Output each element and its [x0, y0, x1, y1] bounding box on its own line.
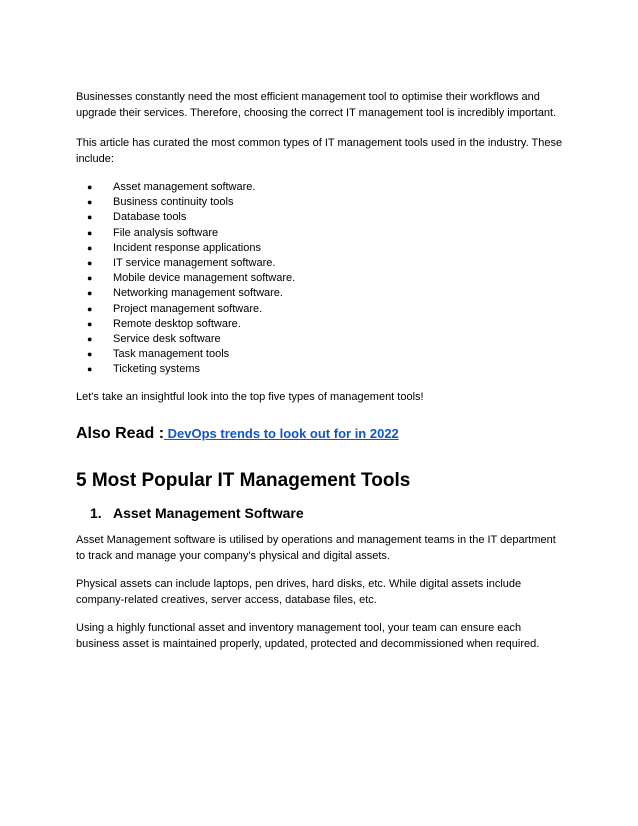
bullet-icon: ● — [87, 242, 93, 253]
bullet-icon: ● — [87, 182, 93, 192]
list-item: ● Service desk software — [76, 332, 566, 347]
document-page — [76, 90, 566, 652]
bullet-icon: ● — [87, 258, 93, 269]
using-tool-paragraph: Using a highly functional asset and inventory management tool, your team can ensure each business asset is maintained properly, updated, protected and decommissioned when required. — [76, 622, 540, 650]
tool-types-list — [76, 180, 566, 378]
list-item: ● Project management software. — [76, 302, 566, 317]
list-item: ● Remote desktop software. — [76, 317, 566, 332]
subheading-text: Asset Management Software — [113, 505, 304, 522]
bullet-icon: ● — [87, 318, 93, 329]
list-item: ● Incident response applications — [76, 241, 566, 256]
bullet-icon: ● — [87, 212, 93, 223]
bullet-icon: ● — [87, 227, 93, 238]
list-item: ● Business continuity tools — [76, 195, 566, 210]
list-item: ● Ticketing systems — [76, 362, 566, 377]
bullet-icon: ● — [87, 364, 93, 375]
list-item: ● Mobile device management software. — [76, 271, 566, 286]
list-item: ● Task management tools — [76, 347, 566, 362]
subheading-number: 1. — [90, 505, 102, 522]
list-item: ● Database tools — [76, 210, 566, 225]
subheading-asset-management — [76, 503, 566, 523]
section-heading: 5 Most Popular IT Management Tools — [76, 470, 411, 492]
bullet-icon: ● — [87, 197, 93, 208]
asset-paragraph: Asset Management software is utilised by operations and management teams in the IT department to track and manage your company's physical and digital assets. — [76, 534, 556, 562]
list-item: ● File analysis software — [76, 226, 566, 241]
bullet-icon: ● — [87, 303, 93, 314]
devops-trends-link[interactable]: DevOps trends to look out for in 2022 — [164, 426, 399, 442]
also-read — [76, 423, 566, 445]
physical-assets-paragraph: Physical assets can include laptops, pen drives, hard disks, etc. While digital assets include company-related creatives, server access, database files, etc. — [76, 578, 522, 606]
insight-paragraph: Let's take an insightful look into the top five types of management tools! — [76, 390, 424, 403]
list-item: ● IT service management software. — [76, 256, 566, 271]
list-item: ● Networking management software. — [76, 286, 566, 301]
also-read-label: Also Read : — [76, 425, 165, 443]
list-item: ● Asset management software. — [76, 180, 566, 195]
bullet-icon: ● — [87, 349, 93, 360]
intro-paragraph: Businesses constantly need the most efficient management tool to optimise their workflows and upgrade their services. Therefore, choosing the correct IT management tool is incredibly important. — [76, 91, 557, 119]
bullet-icon: ● — [87, 334, 93, 345]
bullet-icon: ● — [87, 273, 93, 284]
bullet-icon: ● — [87, 288, 93, 299]
curated-paragraph: This article has curated the most common types of IT management tools used in the industry. These include: — [76, 137, 563, 165]
